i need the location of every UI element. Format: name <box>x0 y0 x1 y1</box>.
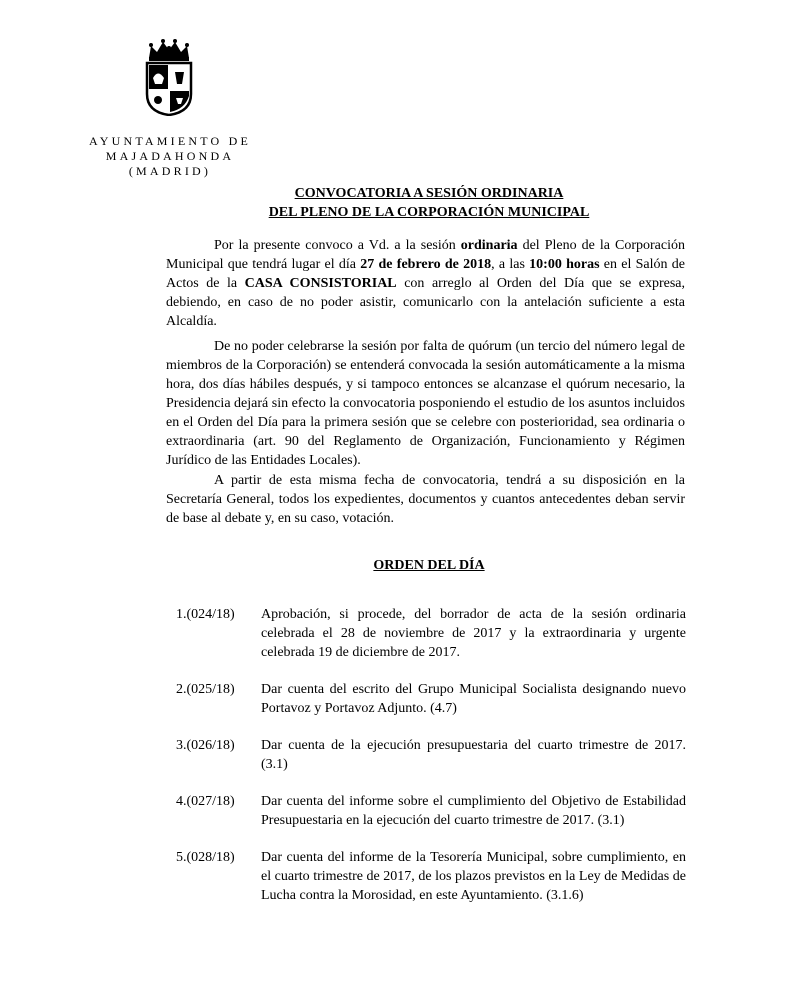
text-run: Por la presente convoco a Vd. a la sesión <box>214 238 461 253</box>
agenda-title: ORDEN DEL DÍA <box>373 558 485 573</box>
text-run: del Pleno de la Corporación Municipal que tendrá lugar el día <box>166 238 685 272</box>
agenda-item-number: 1.(024/18) <box>176 607 235 622</box>
text-run: en el Salón de Actos de la <box>166 257 685 291</box>
title-line-1: CONVOCATORIA A SESIÓN ORDINARIA <box>294 186 564 201</box>
session-type: ordinaria <box>460 238 518 253</box>
org-line: MAJADAHONDA <box>105 149 235 163</box>
paragraph-documents: A partir de esta misma fecha de convocatoria, tendrá a su disposición en la Secretaría General, todos los expedientes, documentos y cuantos antecedentes deban servir de base al debate y, en su caso, votación. <box>166 473 685 526</box>
agenda-item-text: Dar cuenta del informe sobre el cumplimiento del Objetivo de Estabilidad Presupuestaria en la ejecución del cuarto trimestre de 2017. (3.1) <box>261 794 686 828</box>
coat-of-arms-icon <box>143 38 195 116</box>
org-line: AYUNTAMIENTO DE <box>88 134 252 148</box>
text-run: con arreglo al Orden del Día que se expresa, debiendo, en caso de no poder asistir, comunicarlo con la antelación suficiente a esta Alcaldía. <box>166 276 686 329</box>
session-location: CASA CONSISTORIAL <box>244 276 397 291</box>
session-date: 27 de febrero de 2018 <box>360 257 492 272</box>
agenda-item-text: Dar cuenta de la ejecución presupuestaria del cuarto trimestre de 2017. (3.1) <box>261 738 686 772</box>
org-line: (MADRID) <box>128 164 212 178</box>
agenda-item-number: 3.(026/18) <box>176 738 235 753</box>
title-line-2: DEL PLENO DE LA CORPORACIÓN MUNICIPAL <box>268 205 590 220</box>
agenda-item <box>176 848 686 905</box>
agenda-item <box>176 736 686 774</box>
agenda-item-text: Aprobación, si procede, del borrador de acta de la sesión ordinaria celebrada el 28 de noviembre de 2017 y la extraordinaria y urgente celebrada 19 de diciembre de 2017. <box>261 607 686 660</box>
agenda-item <box>176 792 686 830</box>
agenda-item-number: 2.(025/18) <box>176 682 235 697</box>
agenda-item-text: Dar cuenta del informe de la Tesorería Municipal, sobre cumplimiento, en el cuarto trimestre de 2017, de los plazos previstos en la Ley de Medidas de Lucha contra la Morosidad, en este Ayuntamiento. (3.1.6) <box>261 850 686 903</box>
session-time: 10:00 horas <box>529 257 600 272</box>
agenda-item <box>176 605 686 662</box>
agenda-item-text: Dar cuenta del escrito del Grupo Municipal Socialista designando nuevo Portavoz y Portavoz Adjunto. (4.7) <box>261 682 686 716</box>
paragraph-quorum: De no poder celebrarse la sesión por falta de quórum (un tercio del número legal de miembros de la Corporación) se entenderá convocada la sesión automáticamente a la misma hora, dos días hábiles después, y si tampoco entonces se alcanzase el quórum necesario, la Presidencia dejará sin efecto la convocatoria posponiendo el estudio de los asuntos incluidos en el Orden del Día para la primera sesión que se celebre con posterioridad, sea ordinaria o extraordinaria (art. 90 del Reglamento de Organización, Funcionamiento y Régimen Jurídico de las Entidades Locales). <box>166 339 685 468</box>
paragraph-convocation <box>166 236 685 331</box>
document-title <box>166 184 692 222</box>
text-run: , a las <box>491 257 530 272</box>
agenda-item-number: 5.(028/18) <box>176 850 235 865</box>
agenda-item <box>176 680 686 718</box>
agenda-list <box>176 605 686 923</box>
agenda-item-number: 4.(027/18) <box>176 794 235 809</box>
organization-name <box>78 134 262 179</box>
